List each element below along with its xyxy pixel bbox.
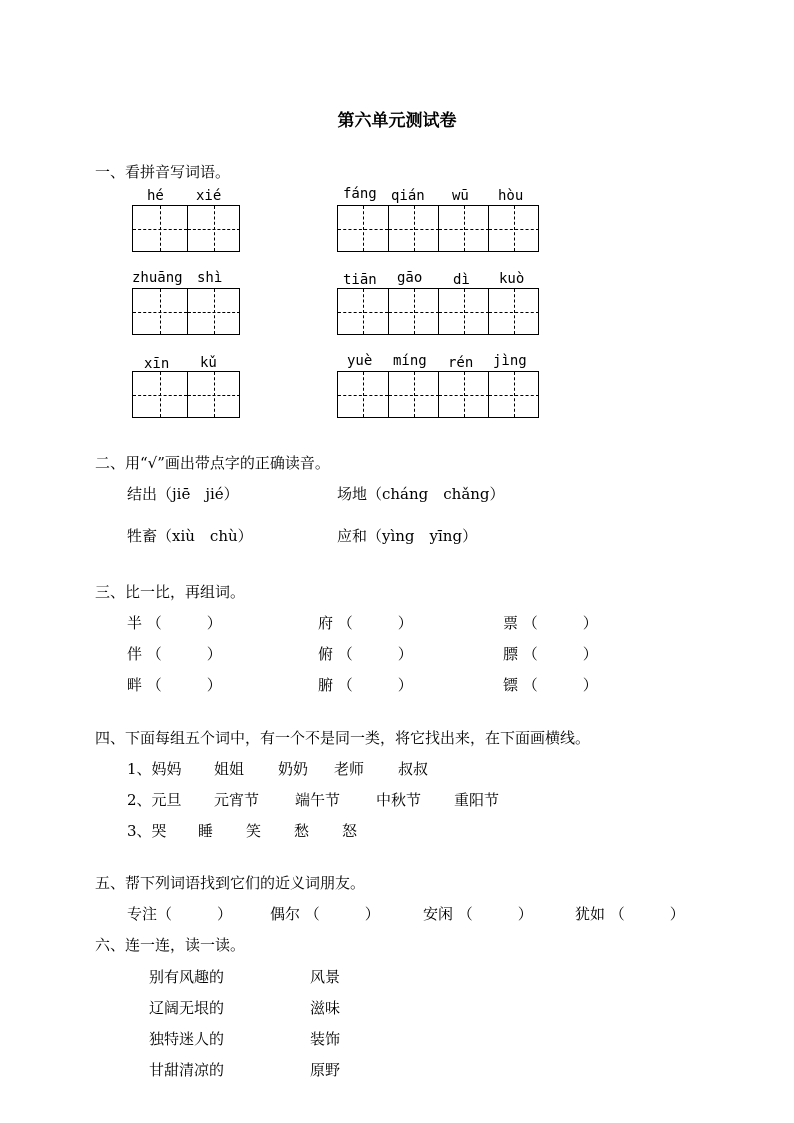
- match-left-item[interactable]: 独特迷人的: [149, 1030, 225, 1048]
- grid-cell[interactable]: [488, 206, 539, 251]
- pinyin-label: hòu: [498, 188, 524, 204]
- word-item[interactable]: 3、哭: [127, 822, 167, 840]
- pinyin-label: yuè: [347, 353, 373, 369]
- synonym-item[interactable]: 安闲 （ ）: [423, 905, 533, 923]
- writing-grid[interactable]: [337, 371, 539, 418]
- word-item[interactable]: 笑: [246, 822, 262, 840]
- word-item[interactable]: 2、元旦: [127, 791, 182, 809]
- grid-cell[interactable]: [488, 372, 539, 417]
- compare-item[interactable]: 府 （ ）: [318, 614, 413, 632]
- word-item[interactable]: 睡: [198, 822, 214, 840]
- pinyin-label: dì: [453, 272, 470, 288]
- section-1-heading: 一、看拼音写词语。: [95, 163, 231, 181]
- word-item[interactable]: 元宵节: [214, 791, 260, 809]
- grid-cell[interactable]: [338, 206, 388, 251]
- grid-cell[interactable]: [438, 289, 489, 334]
- pinyin-label: qián: [391, 188, 425, 204]
- pinyin-label: kuò: [499, 271, 525, 287]
- grid-cell[interactable]: [388, 206, 439, 251]
- section-6-heading: 六、连一连，读一读。: [95, 936, 246, 954]
- reading-choice[interactable]: 结出（jiē jié）: [127, 485, 239, 503]
- pinyin-label: hé: [147, 188, 164, 204]
- pinyin-label: fáng: [343, 186, 377, 202]
- pinyin-label: gāo: [397, 270, 423, 286]
- word-item[interactable]: 怒: [342, 822, 358, 840]
- grid-cell[interactable]: [187, 372, 240, 417]
- writing-grid[interactable]: [132, 371, 240, 418]
- word-item[interactable]: 1、妈妈: [127, 760, 182, 778]
- writing-grid[interactable]: [132, 288, 240, 335]
- word-item[interactable]: 奶奶: [278, 760, 309, 778]
- word-item[interactable]: 姐姐: [214, 760, 245, 778]
- grid-cell[interactable]: [187, 289, 240, 334]
- synonym-item[interactable]: 偶尔 （ ）: [270, 905, 380, 923]
- grid-cell[interactable]: [438, 372, 489, 417]
- section-2-heading: 二、用“√”画出带点字的正确读音。: [95, 454, 330, 472]
- writing-grid[interactable]: [132, 205, 240, 252]
- compare-item[interactable]: 畔 （ ）: [127, 676, 222, 694]
- compare-item[interactable]: 票 （ ）: [503, 614, 598, 632]
- grid-cell[interactable]: [388, 372, 439, 417]
- page-title: 第六单元测试卷: [337, 111, 457, 131]
- pinyin-label: jìng: [493, 353, 527, 369]
- compare-item[interactable]: 俯 （ ）: [318, 645, 413, 663]
- word-item[interactable]: 老师: [334, 760, 365, 778]
- reading-choice[interactable]: 牲畜（xiù chù）: [127, 527, 253, 545]
- word-item[interactable]: 端午节: [295, 791, 341, 809]
- writing-grid[interactable]: [337, 288, 539, 335]
- word-item[interactable]: 叔叔: [398, 760, 429, 778]
- synonym-item[interactable]: 犹如 （ ）: [575, 905, 685, 923]
- pinyin-label: xié: [196, 188, 222, 204]
- match-left-item[interactable]: 甘甜清凉的: [149, 1061, 225, 1079]
- word-item[interactable]: 重阳节: [454, 791, 500, 809]
- word-item[interactable]: 愁: [294, 822, 310, 840]
- compare-item[interactable]: 腑 （ ）: [318, 676, 413, 694]
- grid-cell[interactable]: [133, 372, 187, 417]
- section-5-heading: 五、帮下列词语找到它们的近义词朋友。: [95, 874, 366, 892]
- match-left-item[interactable]: 别有风趣的: [149, 968, 225, 986]
- grid-cell[interactable]: [338, 372, 388, 417]
- pinyin-label: rén: [448, 355, 474, 371]
- compare-item[interactable]: 伴 （ ）: [127, 645, 222, 663]
- match-right-item[interactable]: 原野: [310, 1061, 341, 1079]
- compare-item[interactable]: 半 （ ）: [127, 614, 222, 632]
- writing-grid[interactable]: [337, 205, 539, 252]
- match-right-item[interactable]: 滋味: [310, 999, 341, 1017]
- match-right-item[interactable]: 风景: [310, 968, 341, 986]
- reading-choice[interactable]: 场地（cháng chǎng）: [337, 485, 505, 503]
- pinyin-label: kǔ: [200, 355, 217, 371]
- reading-choice[interactable]: 应和（yìng yīng）: [337, 527, 478, 545]
- word-item[interactable]: 中秋节: [376, 791, 422, 809]
- pinyin-label: míng: [393, 353, 427, 369]
- pinyin-label: xīn: [144, 356, 170, 372]
- match-left-item[interactable]: 辽阔无垠的: [149, 999, 225, 1017]
- grid-cell[interactable]: [187, 206, 240, 251]
- section-3-heading: 三、比一比，再组词。: [95, 583, 246, 601]
- section-4-heading: 四、下面每组五个词中，有一个不是同一类，将它找出来，在下面画横线。: [95, 729, 591, 747]
- match-right-item[interactable]: 装饰: [310, 1030, 341, 1048]
- grid-cell[interactable]: [438, 206, 489, 251]
- grid-cell[interactable]: [388, 289, 439, 334]
- pinyin-label: shì: [197, 270, 223, 286]
- grid-cell[interactable]: [488, 289, 539, 334]
- pinyin-label: tiān: [343, 272, 377, 288]
- grid-cell[interactable]: [133, 206, 187, 251]
- compare-item[interactable]: 膘 （ ）: [503, 645, 598, 663]
- pinyin-label: wū: [452, 188, 469, 204]
- compare-item[interactable]: 镖 （ ）: [503, 676, 598, 694]
- pinyin-label: zhuāng: [132, 270, 183, 286]
- synonym-item[interactable]: 专注（ ）: [127, 905, 233, 923]
- grid-cell[interactable]: [338, 289, 388, 334]
- grid-cell[interactable]: [133, 289, 187, 334]
